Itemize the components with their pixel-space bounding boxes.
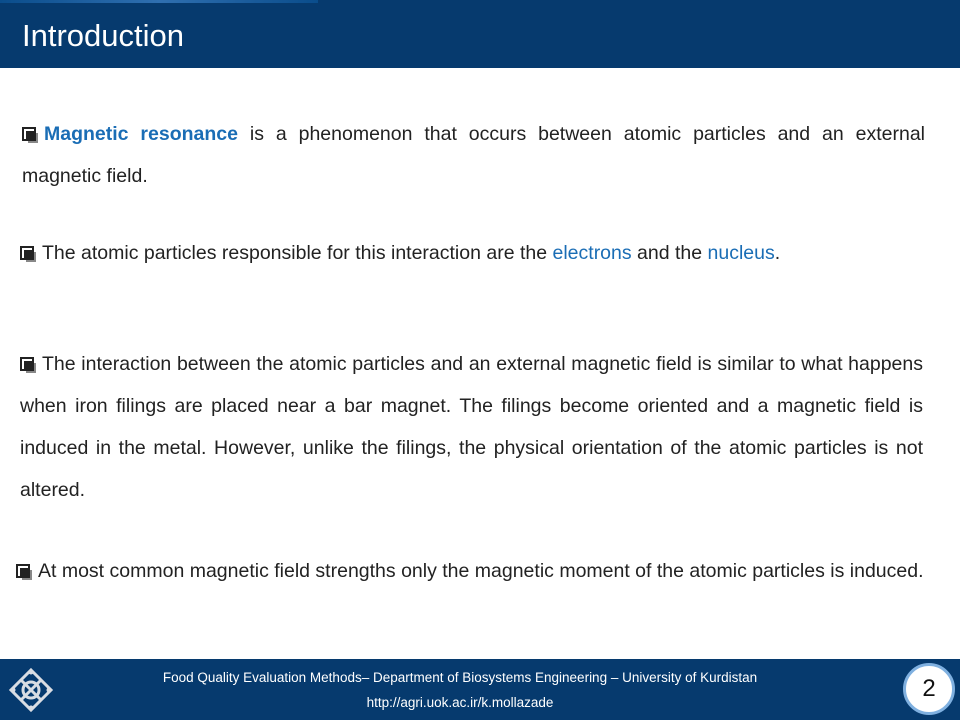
footer-url[interactable]: http://agri.uok.ac.ir/k.mollazade (366, 695, 554, 710)
square-bullet-icon (22, 127, 36, 141)
header-accent-bar (0, 0, 318, 3)
slide-title: Introduction (22, 18, 184, 53)
text-segment: Magnetic resonance (44, 123, 238, 145)
text-segment: and the (631, 242, 708, 264)
page-number-badge: 2 (903, 663, 955, 715)
square-bullet-icon (20, 357, 34, 371)
text-segment: The interaction between the atomic particles and an external magnetic field is similar to what happens when iron filings are placed near a bar magnet. The filings become oriented and a magnetic field is induced in the metal. However, unlike the filings, the physical orientation of the atomic particles is not altered. (20, 353, 923, 501)
text-segment: is a phenomenon that occurs between atomic particles and an external magnetic field. (22, 123, 925, 187)
text-segment: nucleus (707, 242, 775, 264)
text-segment: electrons (552, 242, 632, 264)
text-segment: At most common magnetic field strengths only the magnetic moment of the atomic particles is induced. (38, 560, 924, 582)
square-bullet-icon (20, 246, 34, 260)
paragraph-2 (20, 232, 923, 274)
text-segment: . (774, 242, 781, 264)
slide-footer (0, 659, 960, 720)
paragraph-1 (22, 113, 925, 197)
paragraph-4 (16, 550, 931, 592)
slide-header (0, 0, 960, 68)
paragraph-3 (20, 343, 923, 511)
square-bullet-icon (16, 564, 30, 578)
footer-course-text: Food Quality Evaluation Methods– Department of Biosystems Engineering – University of Kurdistan (162, 670, 758, 685)
text-segment: The atomic particles responsible for this interaction are the (42, 242, 553, 264)
